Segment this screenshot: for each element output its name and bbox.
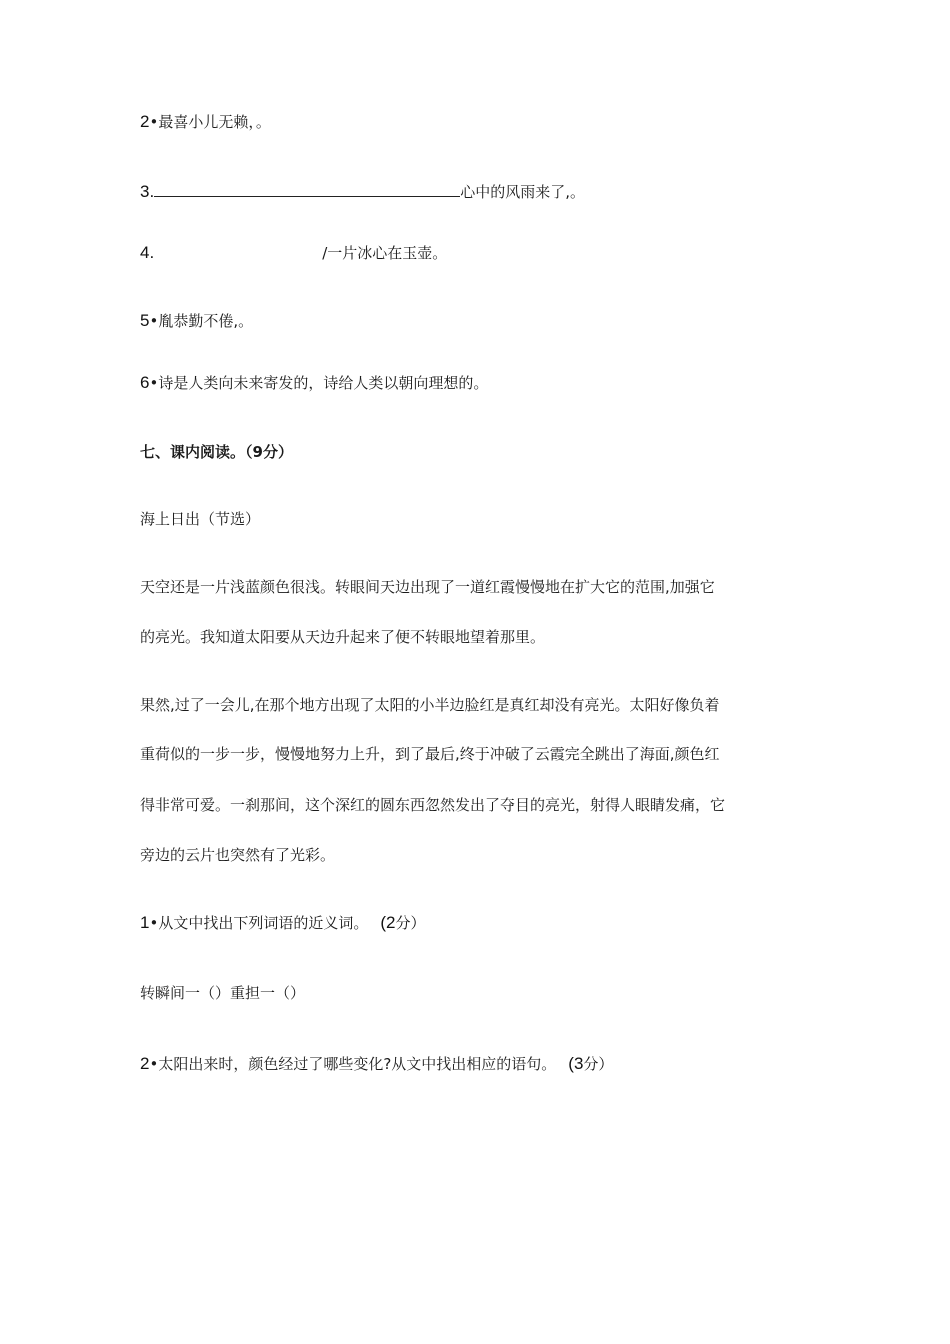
question-1	[140, 913, 425, 934]
section-heading: 七、课内阅读。（9分）	[140, 443, 293, 461]
paragraph-2-line-1: 果然,过了一会儿,在那个地方出现了太阳的小半边脸红是真红却没有亮光。太阳好像负着	[140, 696, 720, 714]
passage-title: 海上日出（节选）	[140, 510, 261, 528]
item-text: 心中的风雨来了,。	[460, 183, 585, 201]
question-2	[140, 1054, 613, 1075]
question-text: 从文中找出下列词语的近义词。	[158, 914, 369, 932]
item-text: 诗是人类向未来寄发的，诗给人类以朝向理想的。	[158, 374, 489, 392]
question-bullet: •	[149, 914, 159, 932]
fill-item-3	[140, 180, 585, 202]
answer-blank[interactable]	[154, 180, 460, 197]
question-text: 太阳出来时，颜色经过了哪些变化?从文中找出相应的语句。	[158, 1055, 557, 1073]
fill-item-5	[140, 311, 253, 331]
question-number: 2	[140, 1054, 150, 1073]
item-bullet: •	[149, 113, 159, 131]
paragraph-2-line-2: 重荷似的一步一步，慢慢地努力上升，到了最后,终于冲破了云霞完全跳出了海面,颜色红	[140, 745, 720, 763]
question-score: (3分）	[568, 1054, 614, 1073]
item-text: 胤恭勤不倦,。	[158, 312, 254, 330]
item-bullet: •	[149, 374, 159, 392]
item-number: 2	[140, 112, 150, 131]
question-score: (2分）	[380, 913, 426, 932]
paragraph-1-line-1: 天空还是一片浅蓝颜色很浅。转眼间天边出现了一道红霞慢慢地在扩大它的范围,加强它	[140, 578, 715, 596]
question-1-answer-line[interactable]: 转瞬间一（）重担一（）	[140, 984, 306, 1002]
paragraph-2-line-3: 得非常可爱。一刹那间，这个深红的圆东西忽然发出了夺目的亮光，射得人眼睛发痛，它	[140, 796, 726, 814]
fill-item-2	[140, 112, 271, 132]
fill-item-6	[140, 373, 488, 393]
paragraph-2-line-4: 旁边的云片也突然有了光彩。	[140, 846, 336, 864]
item-number: 6	[140, 373, 150, 392]
item-bullet: •	[149, 312, 159, 330]
item-number: 3.	[140, 182, 155, 201]
item-number: 5	[140, 311, 150, 330]
question-bullet: •	[149, 1055, 159, 1073]
question-number: 1	[140, 913, 150, 932]
item-number: 4.	[140, 243, 155, 262]
item-text: /一片冰心在玉壶。	[322, 244, 448, 262]
item-text: 最喜小儿无赖，。	[158, 113, 271, 131]
fill-item-4	[140, 243, 447, 263]
paragraph-1-line-2: 的亮光。我知道太阳要从天边升起来了便不转眼地望着那里。	[140, 628, 546, 646]
